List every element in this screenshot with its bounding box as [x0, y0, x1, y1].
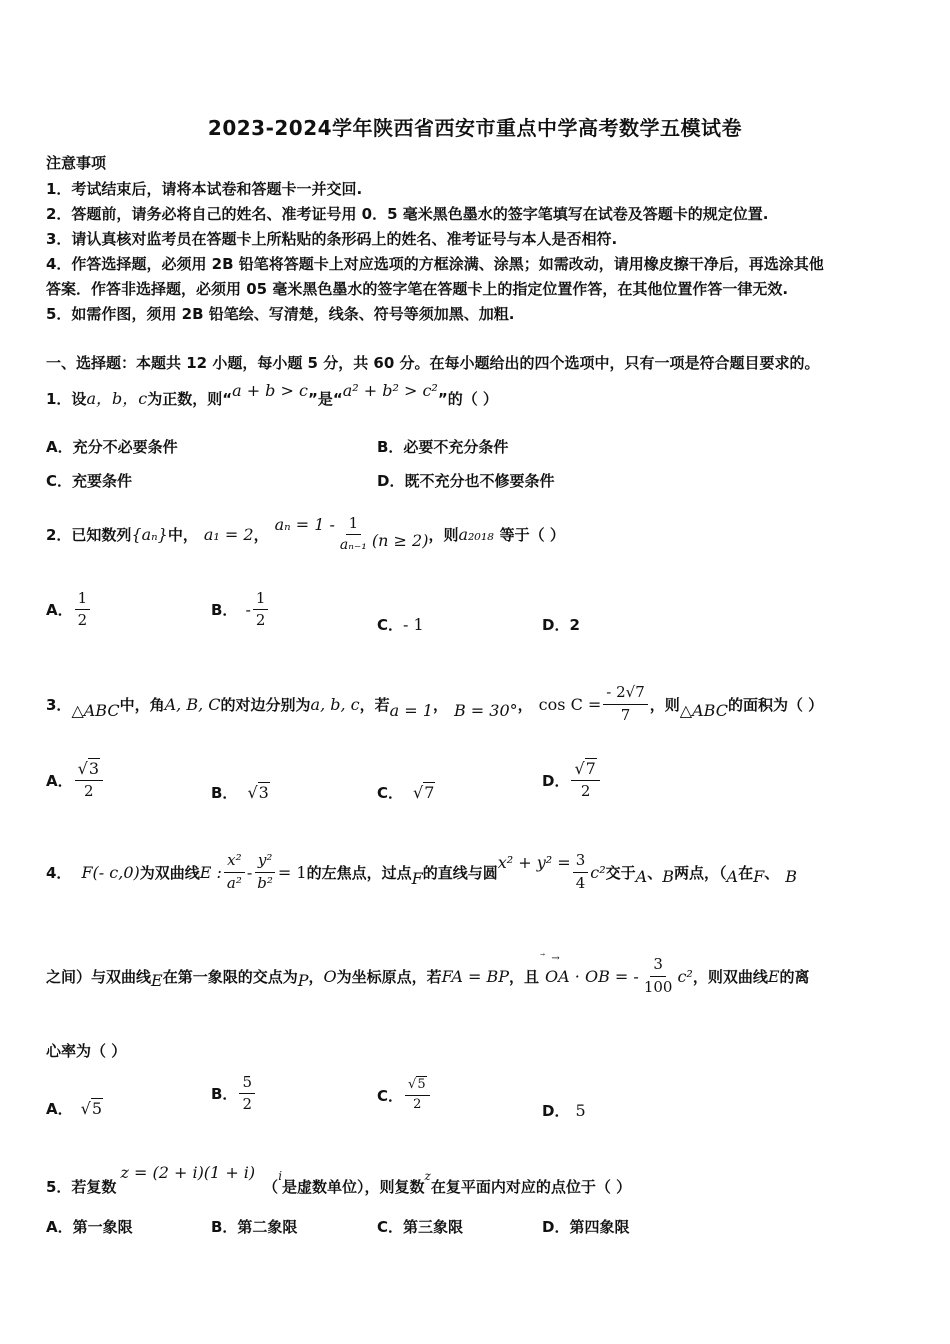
q4-text: 在 — [738, 863, 754, 882]
question-4 — [46, 842, 797, 902]
q4-text: 为坐标原点，若 — [336, 967, 442, 986]
q3-b: B = 30° — [453, 700, 518, 720]
q1-option-b[interactable]: B．必要不充分条件 — [377, 438, 509, 456]
q4-opt-d-val: 5 — [575, 1101, 586, 1120]
q2-cond: (n ≥ 2) — [371, 530, 429, 550]
frac-den: 2 — [413, 1096, 422, 1112]
q4-text: 、 — [764, 863, 780, 882]
question-3 — [46, 676, 823, 732]
q4-eq: = 1 — [277, 862, 307, 882]
notice-item: 4．作答选择题，必须用 2B 铅笔将答题卡上对应选项的方框涂满、涂黑；如需改动，请用橡皮擦干净后，再选涂其他 — [46, 255, 824, 273]
q1-cond2: a² + b² > c² — [342, 381, 438, 400]
q5-text: 5．若复数 — [46, 1177, 117, 1196]
q5-z: z — [424, 1169, 431, 1183]
radicand: 7 — [424, 783, 435, 802]
frac-den: b² — [257, 873, 273, 892]
q4-opt-c-frac — [405, 1078, 430, 1113]
q5-option-d[interactable]: D．第四象限 — [542, 1218, 630, 1236]
q4-circle: x² + y² = — [497, 852, 571, 872]
q4-p: P — [297, 970, 309, 990]
q4-circle-frac — [573, 852, 589, 892]
notice-item: 答案．作答非选择题，必须用 05 毫米黑色墨水的签字笔在答题卡上的指定位置作答，在其他位置作答一律无效. — [46, 280, 789, 298]
q2-opt-c-val: - 1 — [403, 615, 424, 634]
q4-text: ，且 — [509, 967, 540, 986]
q2-frac-num: 1 — [346, 515, 362, 535]
frac-den: a² — [226, 873, 242, 892]
q5-text: 在复平面内对应的点位于（ ） — [430, 1177, 632, 1196]
q3-sides: a, b, c — [310, 694, 360, 714]
q4-e3: E — [767, 966, 780, 986]
q4-y-frac — [254, 852, 276, 892]
q3-opt-d-frac — [571, 760, 599, 801]
q2-text: 2．已知数列 — [46, 525, 132, 544]
q1-quote: ” — [307, 390, 318, 408]
frac-num: x² — [224, 852, 244, 872]
q2-text: 中， — [167, 525, 198, 544]
q4-minus: - — [246, 862, 253, 882]
q3-option-a[interactable] — [46, 760, 105, 801]
frac-num: 3 — [650, 956, 666, 976]
q4-b2: B — [785, 866, 797, 886]
q2-option-b[interactable] — [211, 590, 270, 630]
q3-text: ，若 — [359, 695, 390, 714]
q2-a1: a₁ = 2 — [203, 524, 254, 544]
q1-option-c[interactable]: C．充要条件 — [46, 472, 133, 490]
q4-dot-c: c² — [677, 966, 693, 986]
frac-num: √5 — [405, 1078, 430, 1096]
radicand: 3 — [88, 759, 99, 778]
q2-frac-den: aₙ₋₁ — [339, 537, 367, 554]
q4-a2: A — [726, 866, 739, 886]
q4-option-c[interactable] — [377, 1078, 432, 1113]
q3-opt-label: C． — [377, 784, 404, 802]
radicand: 5 — [91, 1099, 102, 1118]
q3-a: a = 1 — [389, 700, 433, 720]
frac-den: 100 — [643, 977, 673, 996]
q5-z-expr: z = (2 + i)(1 + i) — [120, 1162, 256, 1182]
q1-quote: ” — [437, 390, 448, 408]
q3-text: 的对边分别为 — [220, 695, 311, 714]
frac-num: √3 — [75, 760, 103, 781]
q5-text: （ — [263, 1177, 279, 1196]
q2-fraction — [337, 515, 370, 553]
radicand: 7 — [585, 759, 596, 778]
vector-arrow-icon: ⃗ → — [545, 952, 560, 964]
q3-angles: A, B, C — [164, 694, 221, 714]
q5-text: 是虚数单位），则复数 — [282, 1177, 425, 1196]
q4-text: 两点，（ — [673, 863, 727, 882]
q2-opt-label: A． — [46, 601, 73, 620]
q2-option-a[interactable] — [46, 590, 92, 630]
q4-opt-b-frac — [239, 1074, 255, 1114]
frac-den: 7 — [620, 705, 631, 724]
q1-option-a[interactable]: A．充分不必要条件 — [46, 438, 178, 456]
frac-den: 2 — [84, 782, 94, 801]
q3-option-b[interactable]: B． √3 — [211, 783, 269, 802]
q2-seq: {aₙ} — [131, 524, 168, 544]
radicand: 3 — [258, 783, 269, 802]
q2-opt-label: C． — [377, 616, 404, 634]
q4-b: B — [662, 866, 674, 886]
q3-option-c[interactable]: C． √7 — [377, 783, 435, 802]
q4-text: 之间）与双曲线 — [46, 967, 152, 986]
q2-text: ， — [253, 525, 269, 544]
q1-vars: a，b，c — [86, 389, 148, 408]
q4-dot-product — [545, 952, 639, 986]
q2-opt-a-frac — [75, 590, 91, 630]
frac-den: 2 — [77, 611, 88, 630]
q2-an: aₙ = 1 - — [274, 514, 335, 534]
frac-num: - 2√7 — [603, 684, 647, 704]
q4-text: 的离 — [779, 967, 810, 986]
q4-option-d[interactable] — [542, 1100, 586, 1121]
q4-text: ，则双曲线 — [692, 967, 768, 986]
q1-cond1: a + b > c — [232, 381, 308, 400]
question-2 — [46, 506, 565, 562]
q4-option-b[interactable] — [211, 1074, 257, 1114]
q3-option-d[interactable] — [542, 760, 602, 801]
q1-quote: “ — [222, 390, 233, 408]
q1-text: 是 — [317, 390, 333, 408]
question-1 — [46, 381, 498, 409]
frac-den: 2 — [255, 611, 266, 630]
q3-cos-frac — [603, 684, 647, 724]
q3-tri2: △ABC — [679, 700, 728, 720]
q4-a: A — [635, 866, 648, 886]
frac-num: 5 — [239, 1074, 255, 1094]
q4-opt-label: B． — [211, 1085, 238, 1104]
q2-text: 等于（ ） — [499, 525, 565, 544]
q4-eq2: FA = BP — [441, 966, 510, 986]
q3-opt-label: D． — [542, 771, 570, 790]
q4-dot-lhs: OA · OB = - — [545, 966, 639, 986]
q2-option-c[interactable] — [377, 614, 424, 635]
q4-text: 的左焦点，过点 — [306, 863, 412, 882]
q3-num: 3． — [46, 695, 72, 714]
q4-f-point: F(- c,0) — [81, 862, 140, 882]
q2-opt-d-val: 2 — [569, 616, 580, 634]
notice-item: 2．答题前，请务必将自己的姓名、准考证号用 0．5 毫米黑色墨水的签字笔填写在试卷及答题卡的规定位置. — [46, 205, 769, 223]
q2-target: a₂₀₁₈ — [458, 524, 494, 544]
q1-text: 为正数，则 — [147, 390, 223, 408]
question-5 — [46, 1158, 631, 1198]
q4-e: E : — [199, 862, 222, 882]
q2-opt-label: B． — [211, 601, 238, 620]
q5-option-c[interactable]: C．第三象限 — [377, 1218, 464, 1236]
q1-text: 的（ ） — [447, 390, 498, 408]
q4-text: ， — [308, 967, 324, 986]
notice-item: 1．考试结束后，请将本试卷和答题卡一并交回. — [46, 180, 363, 198]
q4-x-frac — [224, 852, 245, 892]
q4-dot-frac — [641, 956, 676, 996]
q4-f2: F — [753, 866, 765, 886]
radicand: 5 — [417, 1077, 426, 1092]
frac-den: 4 — [575, 873, 586, 892]
frac-num: 3 — [573, 852, 589, 872]
q3-text: ，则 — [649, 695, 680, 714]
q5-option-b[interactable]: B．第二象限 — [211, 1218, 298, 1236]
q1-text: 1．设 — [46, 390, 87, 408]
notice-heading: 注意事项 — [46, 154, 107, 172]
q1-quote: “ — [332, 390, 343, 408]
q4-text: 交于 — [605, 863, 636, 882]
question-4-line-2 — [46, 946, 810, 1006]
q3-cos: cos C = — [538, 694, 602, 714]
q2-opt-b-frac — [253, 590, 269, 630]
q3-text: 中，角 — [119, 695, 165, 714]
frac-den: 2 — [242, 1095, 252, 1114]
q3-text: 的面积为（ ） — [727, 695, 824, 714]
frac-num: 1 — [253, 590, 269, 610]
q4-option-a[interactable]: A． √5 — [46, 1099, 102, 1118]
q4-text: 的直线与圆 — [422, 863, 498, 882]
q5-option-a[interactable]: A．第一象限 — [46, 1218, 133, 1236]
q3-opt-a-frac — [75, 760, 103, 801]
q4-circle-c: c² — [590, 862, 606, 882]
q3-opt-label: B． — [211, 784, 238, 802]
question-4-line-3: 心率为（ ） — [46, 1042, 127, 1060]
q4-text: 、 — [647, 863, 663, 882]
frac-den: 2 — [580, 782, 591, 801]
q4-opt-label: A． — [46, 1100, 73, 1118]
frac-num: y² — [255, 852, 276, 872]
q3-text: ， — [517, 695, 533, 714]
frac-num: 1 — [75, 590, 91, 610]
section-heading: 一、选择题：本题共 12 小题，每小题 5 分，共 60 分。在每小题给出的四个选项中，只有一项是符合题目要求的。 — [46, 354, 820, 372]
q4-text: 在第一象限的交点为 — [162, 967, 298, 986]
q4-opt-label: D． — [542, 1102, 570, 1120]
q2-opt-label: D． — [542, 616, 570, 634]
q4-e2: E — [151, 970, 163, 990]
q4-f: F — [411, 868, 423, 888]
notice-item: 3．请认真核对监考员在答题卡上所粘贴的条形码上的姓名、准考证号与本人是否相符. — [46, 230, 618, 248]
q4-o: O — [323, 966, 337, 986]
frac-num: √7 — [571, 760, 599, 781]
notice-item: 5．如需作图，须用 2B 铅笔绘、写清楚，线条、符号等须加黑、加粗. — [46, 305, 515, 323]
q5-i: i — [278, 1169, 283, 1183]
q3-tri: △ABC — [71, 700, 120, 720]
q4-num: 4． — [46, 863, 72, 882]
q3-text: ， — [432, 695, 448, 714]
q2-option-d[interactable] — [542, 614, 580, 635]
q3-opt-label: A． — [46, 771, 73, 790]
q2-opt-b-sign: - — [245, 600, 251, 620]
exam-title: 2023-2024学年陕西省西安市重点中学高考数学五模试卷 — [207, 116, 743, 140]
q2-text: ，则 — [428, 525, 459, 544]
q4-text: 为双曲线 — [139, 863, 200, 882]
q4-opt-label: C． — [377, 1086, 404, 1105]
q1-option-d[interactable]: D．既不充分也不修要条件 — [377, 472, 555, 490]
